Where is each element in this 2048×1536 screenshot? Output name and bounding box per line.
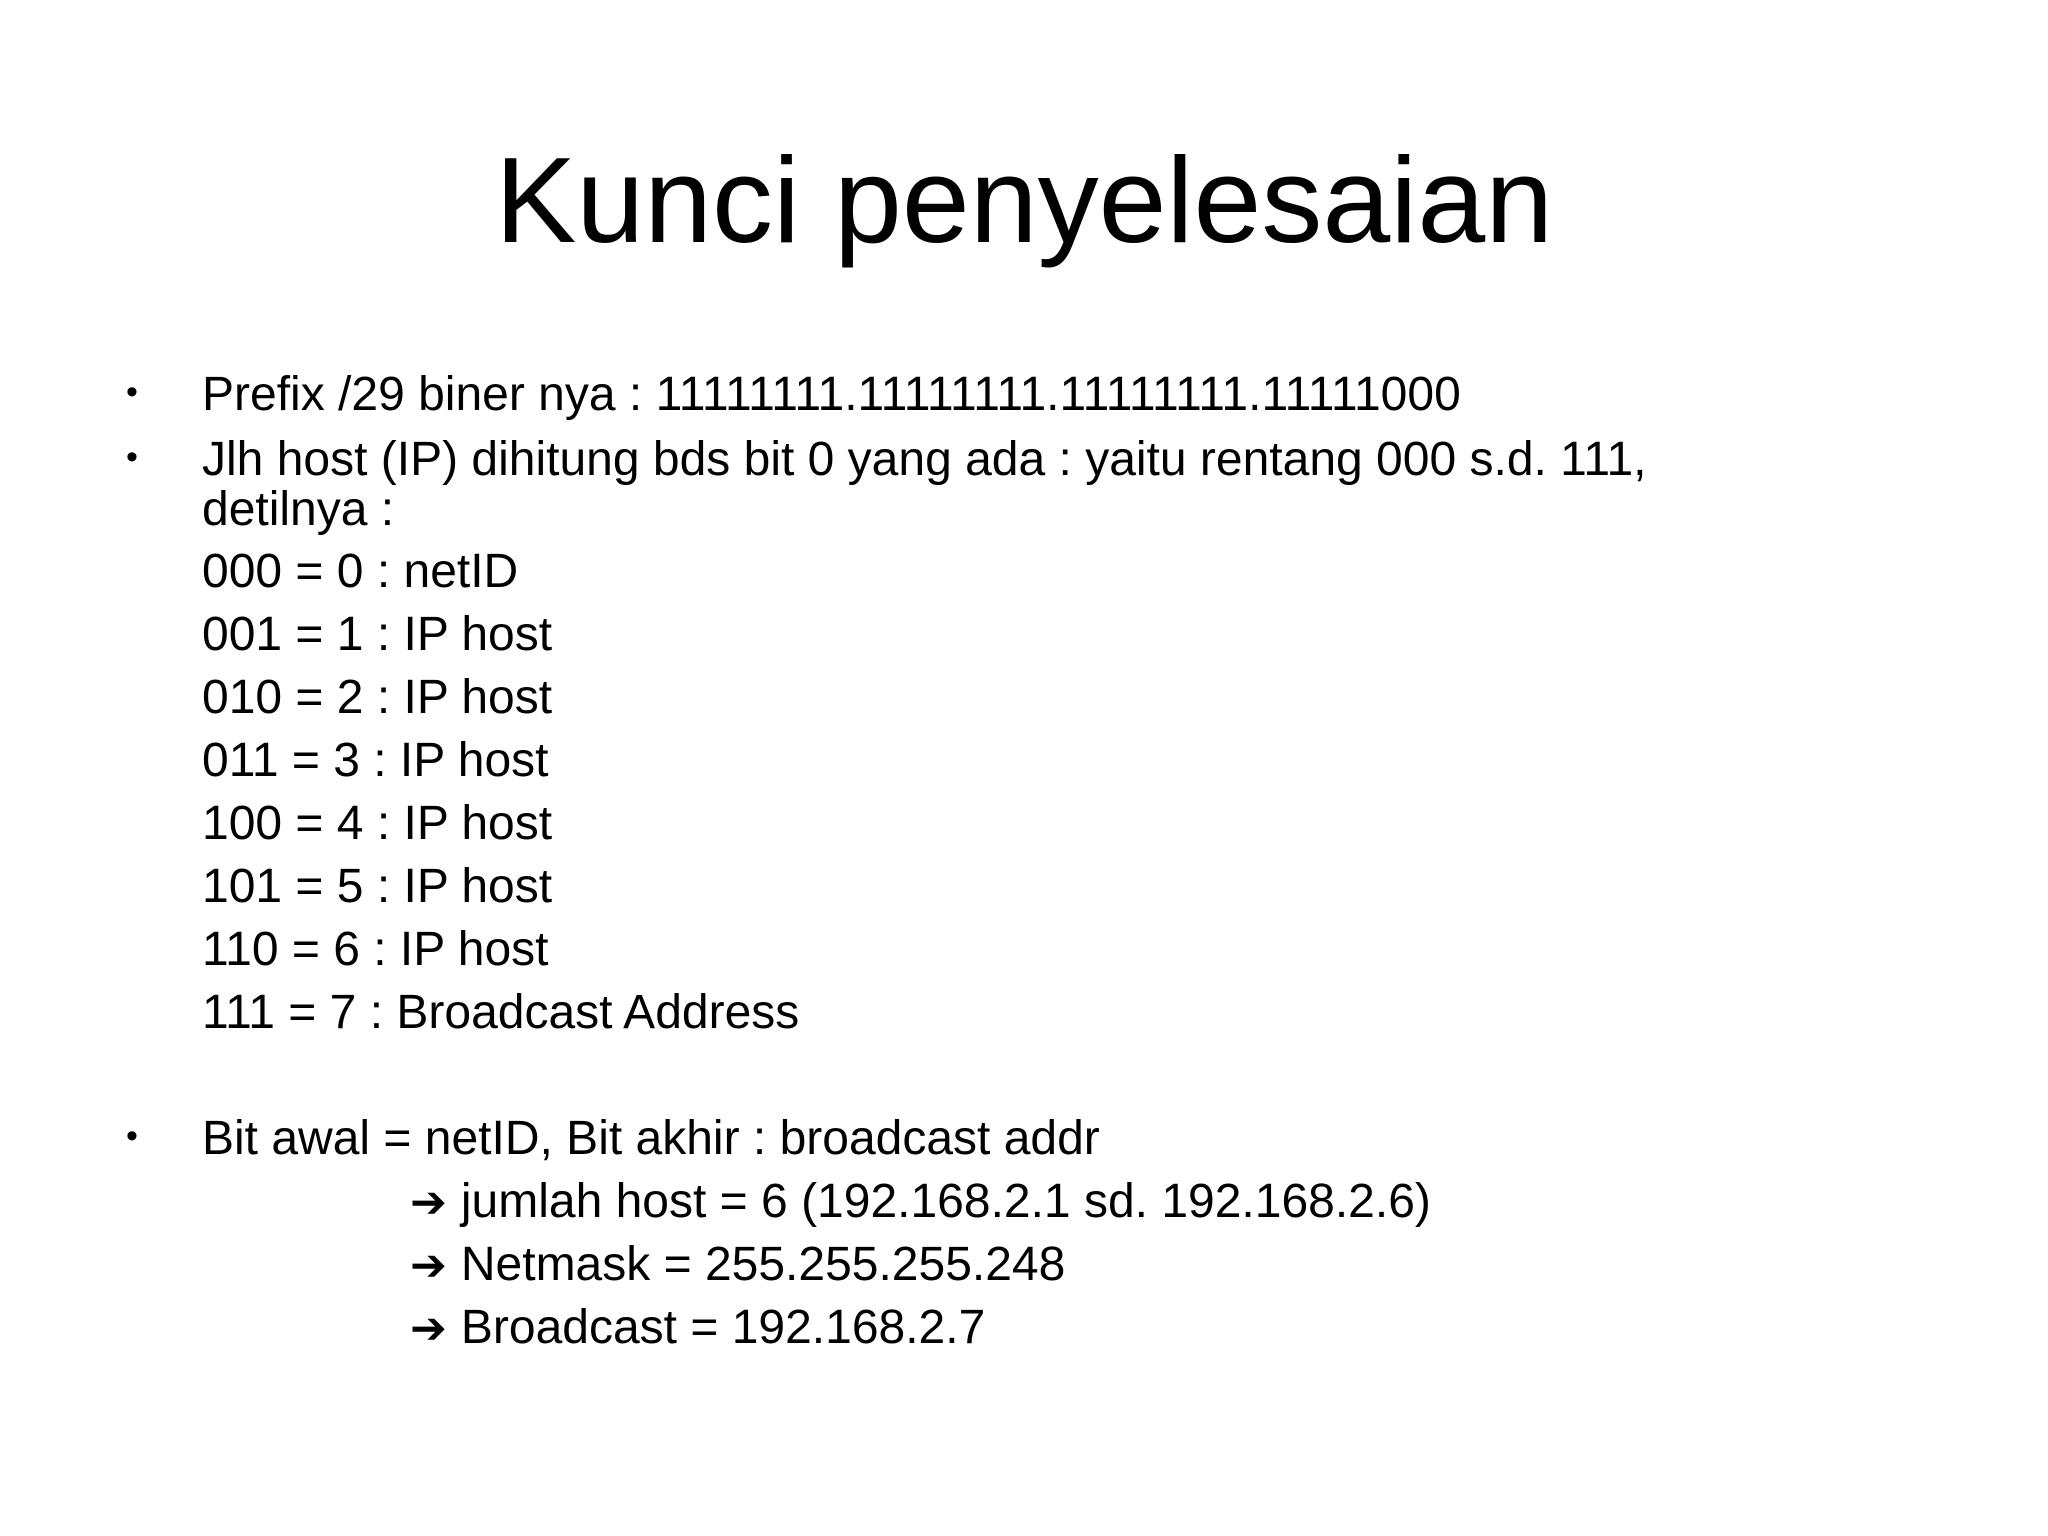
result-broadcast	[410, 1301, 985, 1356]
arrow-right-icon: ➔	[410, 1241, 447, 1290]
bit-list-item: 101 = 5 : IP host	[202, 860, 553, 913]
bit-list-item: 111 = 7 : Broadcast Address	[202, 986, 800, 1039]
result-text: jumlah host = 6 (192.168.2.1 sd. 192.168.2.6)	[460, 1175, 1431, 1228]
bullet-marker: •	[126, 438, 138, 476]
bullet-bit-summary: Bit awal = netID, Bit akhir : broadcast addr	[202, 1112, 1100, 1165]
bullet-prefix-binary: Prefix /29 biner nya : 11111111.11111111.11111111.11111000	[202, 368, 1461, 421]
arrow-right-icon: ➔	[410, 1178, 447, 1227]
bit-list-item: 010 = 2 : IP host	[202, 671, 553, 724]
result-host-count	[410, 1175, 1431, 1230]
bullet-marker: •	[126, 373, 138, 411]
result-netmask	[410, 1238, 1065, 1293]
bit-list-item: 110 = 6 : IP host	[202, 923, 549, 976]
bit-list-item: 000 = 0 : netID	[202, 545, 519, 598]
result-text: Broadcast = 192.168.2.7	[460, 1301, 986, 1354]
bit-list-item: 001 = 1 : IP host	[202, 608, 553, 661]
result-text: Netmask = 255.255.255.248	[460, 1238, 1066, 1291]
bullet-host-count-line2: detilnya :	[202, 483, 395, 536]
bit-list-item: 011 = 3 : IP host	[202, 734, 549, 787]
slide-title: Kunci penyelesaian	[494, 132, 1554, 268]
bit-list-item: 100 = 4 : IP host	[202, 797, 553, 850]
bullet-host-count-line1: Jlh host (IP) dihitung bds bit 0 yang ada : yaitu rentang 000 s.d. 111,	[202, 433, 1647, 486]
arrow-right-icon: ➔	[410, 1304, 447, 1353]
bullet-marker: •	[126, 1117, 138, 1155]
